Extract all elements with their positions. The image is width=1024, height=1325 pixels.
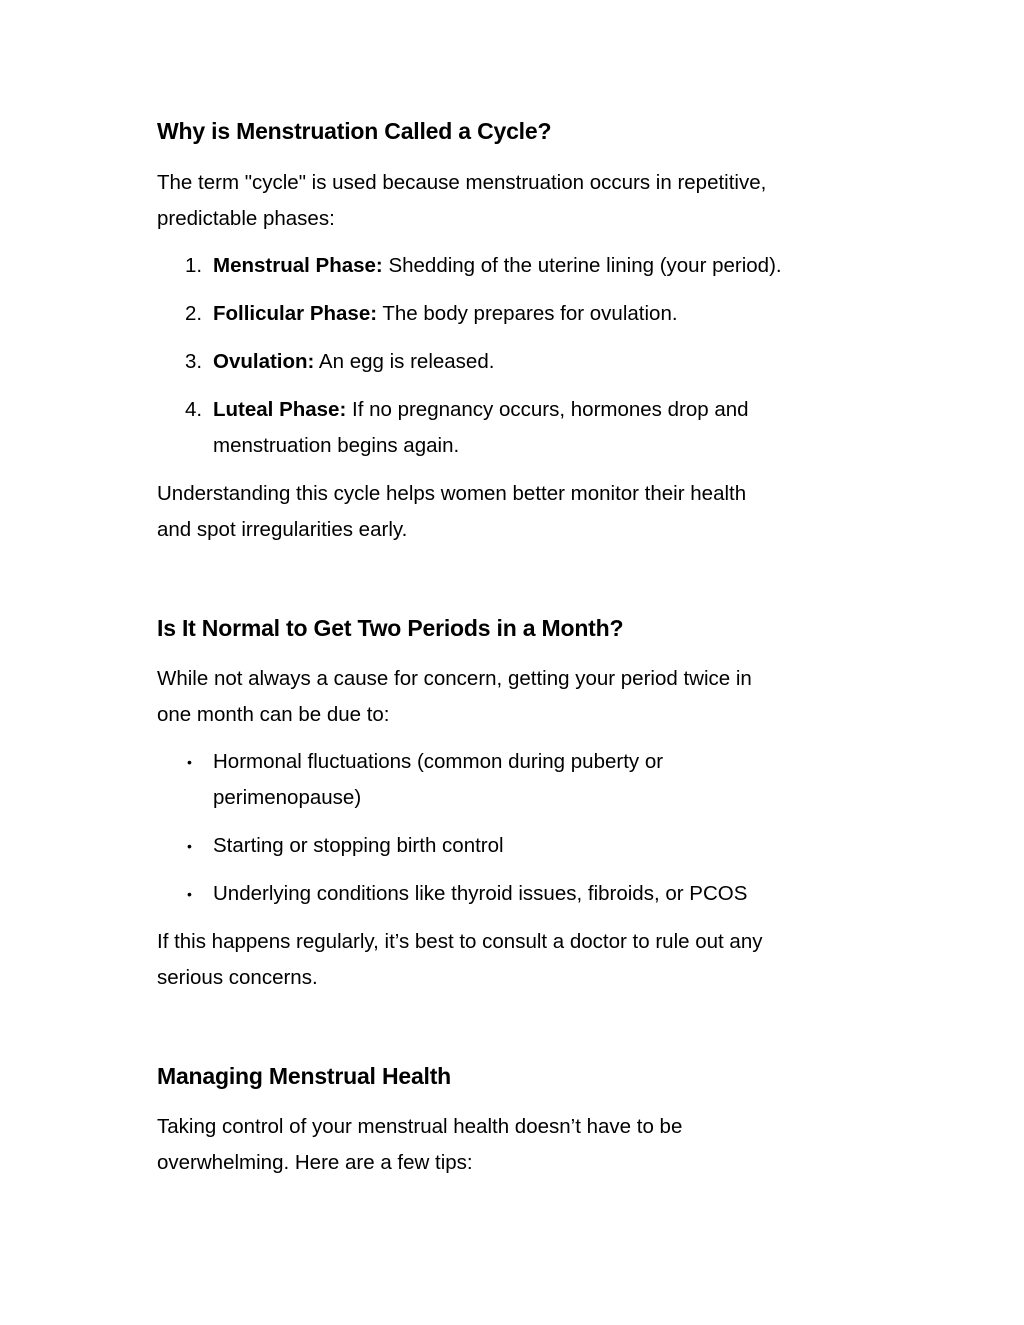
list-number: 3. <box>185 350 203 373</box>
intro-line: overwhelming. Here are a few tips: <box>157 1151 473 1174</box>
intro-line: one month can be due to: <box>157 703 390 726</box>
bullet-text-continued: perimenopause) <box>213 786 362 809</box>
intro-line: The term "cycle" is used because menstruation occurs in repetitive, <box>157 171 767 194</box>
phase-term: Follicular Phase: <box>213 302 378 325</box>
section-intro-two-periods <box>157 661 752 733</box>
phase-term: Luteal Phase: <box>213 398 347 421</box>
section-intro-managing <box>157 1109 682 1181</box>
bullet-text: Starting or stopping birth control <box>213 834 504 857</box>
bullet-text: Hormonal fluctuations (common during puberty or <box>213 750 664 773</box>
bullet-icon: • <box>187 886 192 902</box>
phase-term: Ovulation: <box>213 350 315 373</box>
list-item-menstrual-phase <box>157 248 877 284</box>
causes-list <box>157 744 857 924</box>
section-outro-cycle <box>157 476 746 548</box>
phases-list <box>157 248 877 476</box>
outro-line: Understanding this cycle helps women better monitor their health <box>157 482 747 505</box>
section-heading-cycle: Why is Menstruation Called a Cycle? <box>157 118 552 144</box>
list-number: 2. <box>185 302 203 325</box>
section-heading-two-periods: Is It Normal to Get Two Periods in a Month? <box>157 615 624 641</box>
list-item-conditions <box>157 876 857 912</box>
list-item-hormonal <box>157 744 857 816</box>
intro-line: While not always a cause for concern, getting your period twice in <box>157 667 752 690</box>
list-number: 4. <box>185 398 203 421</box>
phase-text: If no pregnancy occurs, hormones drop and <box>346 398 749 421</box>
section-intro-cycle <box>157 165 766 237</box>
list-item-luteal-phase <box>157 392 877 464</box>
section-heading-managing: Managing Menstrual Health <box>157 1063 452 1089</box>
list-item-follicular-phase <box>157 296 877 332</box>
outro-line: serious concerns. <box>157 966 318 989</box>
phase-term: Menstrual Phase: <box>213 254 383 277</box>
bullet-text: Underlying conditions like thyroid issues, fibroids, or PCOS <box>213 882 748 905</box>
phase-text: An egg is released. <box>314 350 495 373</box>
bullet-icon: • <box>187 838 192 854</box>
list-number: 1. <box>185 254 203 277</box>
phase-text: The body prepares for ovulation. <box>377 302 678 325</box>
phase-text-continued: menstruation begins again. <box>213 434 460 457</box>
section-outro-two-periods <box>157 924 762 996</box>
list-item-ovulation <box>157 344 877 380</box>
list-item-birth-control <box>157 828 857 864</box>
outro-line: If this happens regularly, it’s best to consult a doctor to rule out any <box>157 930 763 953</box>
intro-line: predictable phases: <box>157 207 335 230</box>
phase-text: Shedding of the uterine lining (your period). <box>382 254 782 277</box>
outro-line: and spot irregularities early. <box>157 518 408 541</box>
intro-line: Taking control of your menstrual health doesn’t have to be <box>157 1115 683 1138</box>
bullet-icon: • <box>187 754 192 770</box>
